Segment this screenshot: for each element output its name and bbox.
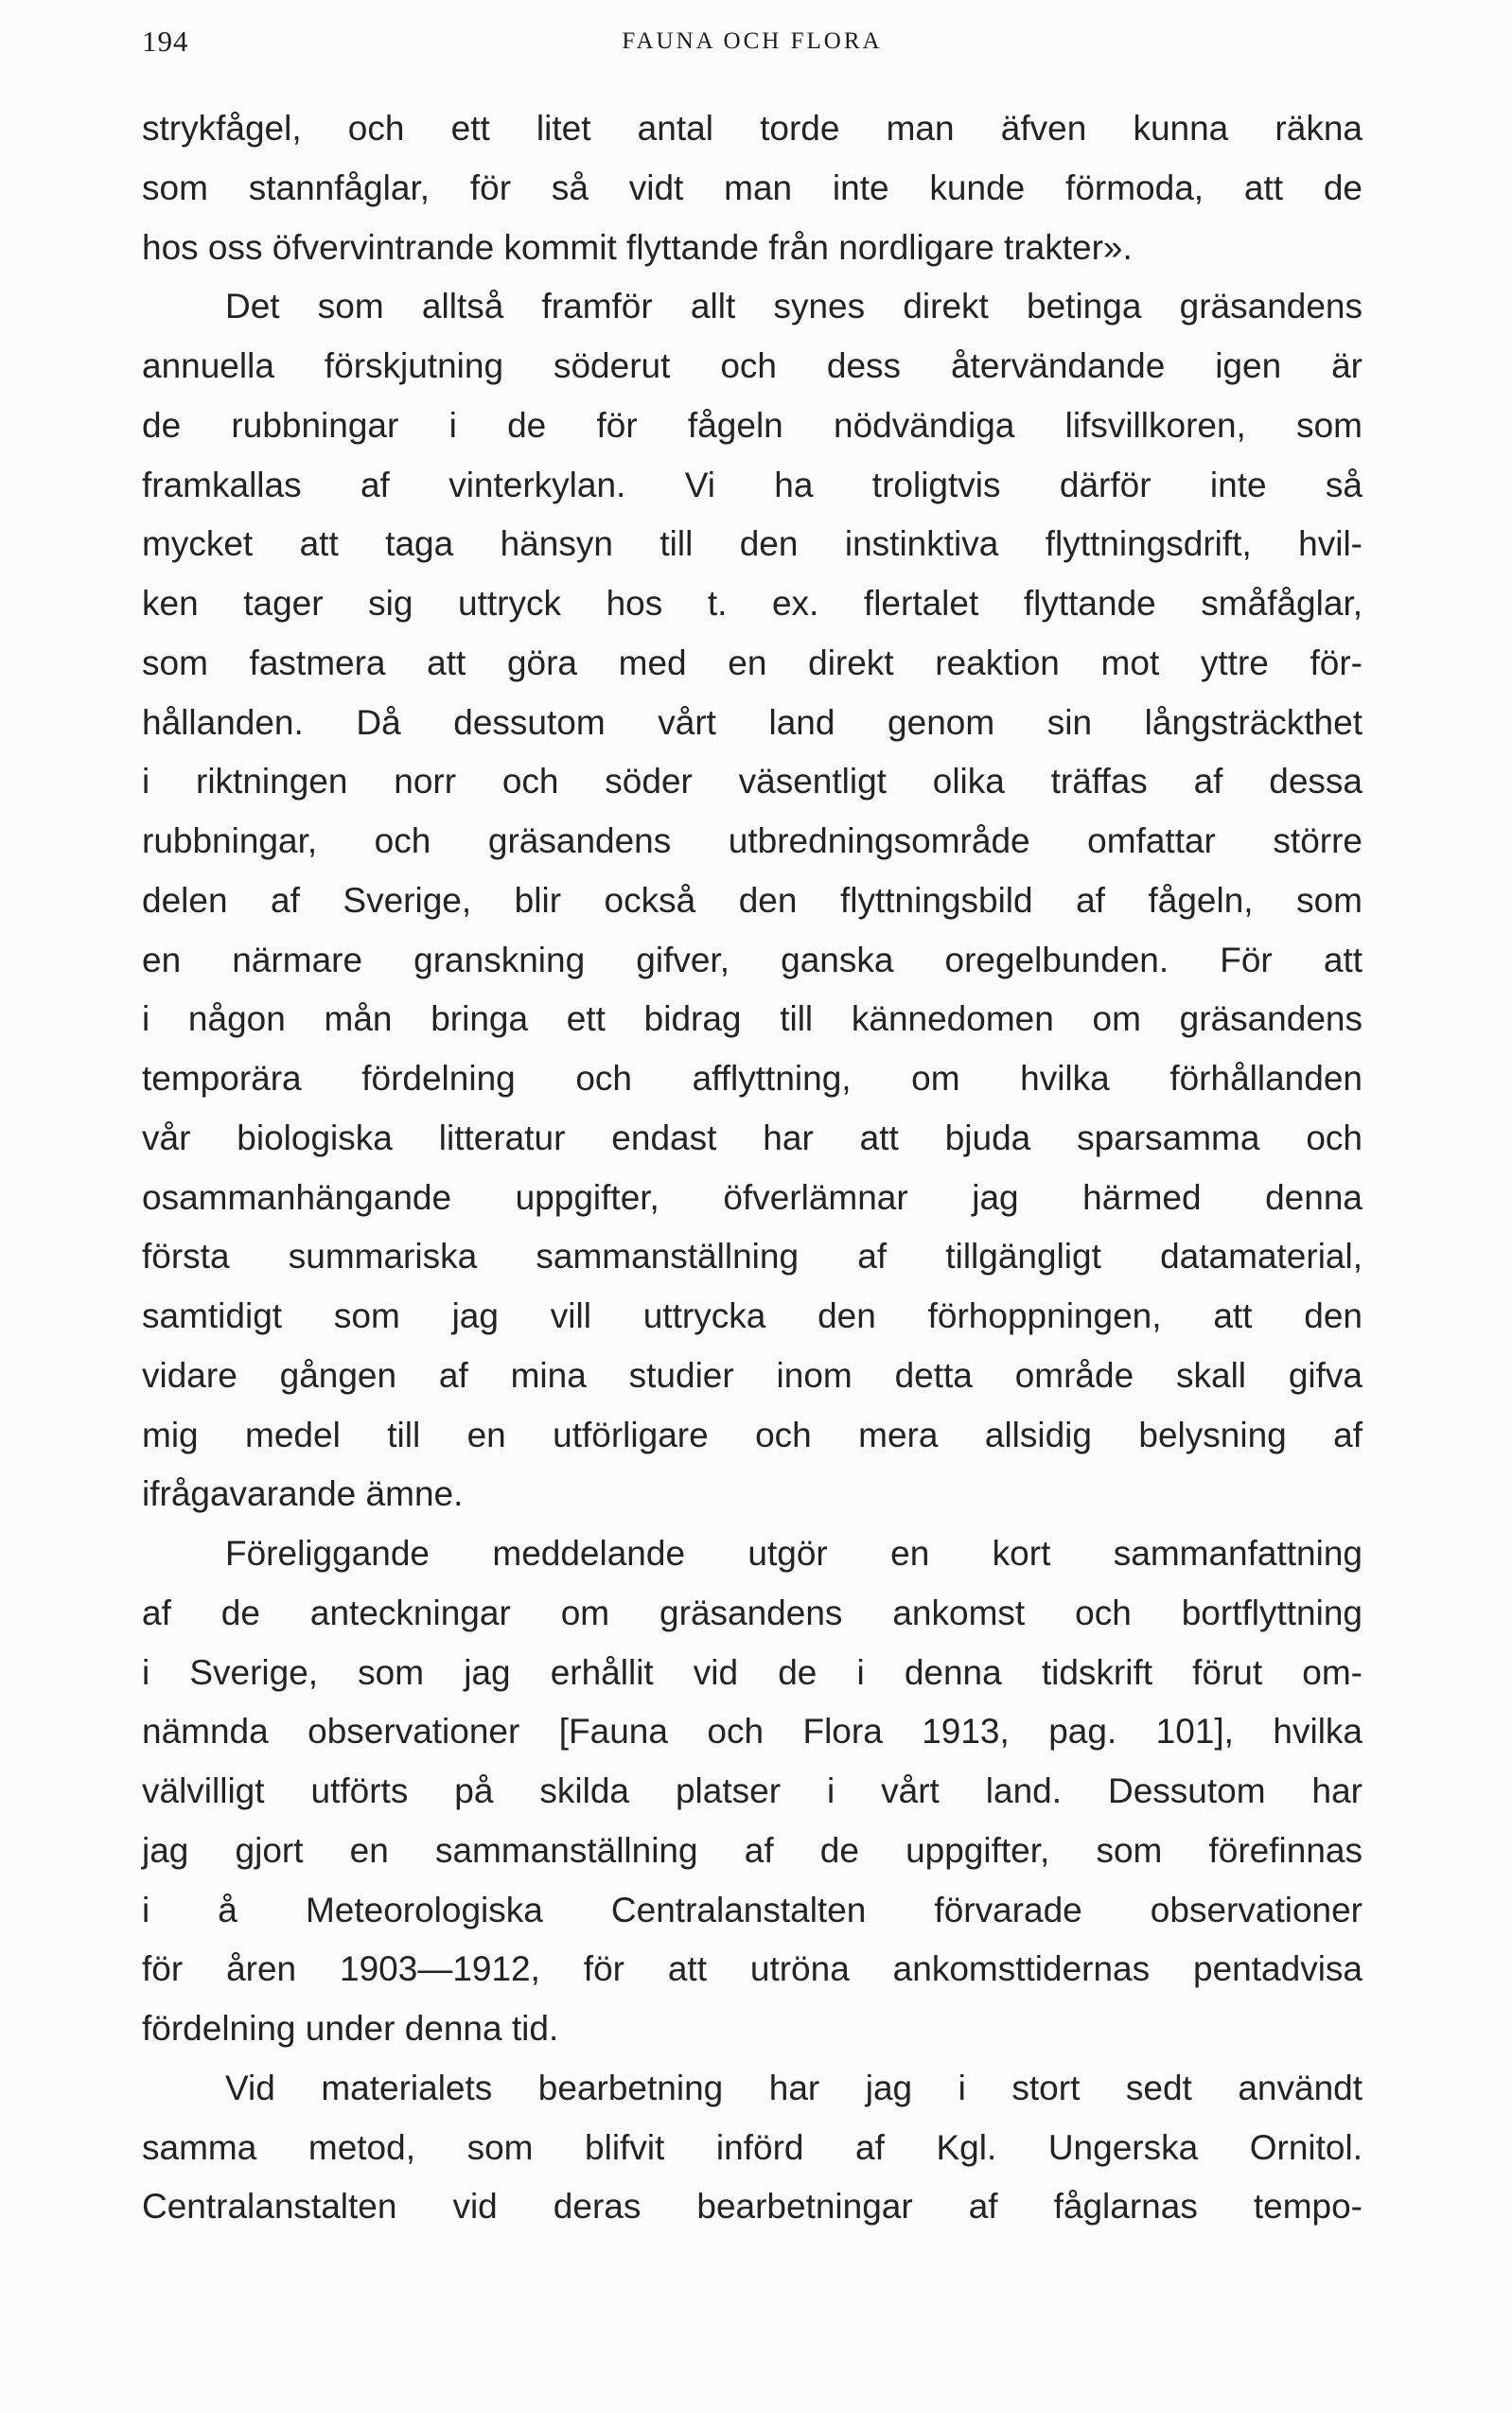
paragraph — [142, 99, 1363, 277]
text-line: i riktningen norr och söder väsentligt olika träffas af dessa — [142, 762, 1363, 801]
text-line: Det som alltså framför allt synes direkt betinga gräsandens — [225, 287, 1363, 326]
text-line: rubbningar, och gräsandens utbredningsområde omfattar större — [142, 821, 1363, 860]
text-line: temporära fördelning och afflyttning, om hvilka förhållanden — [142, 1059, 1363, 1098]
text-line: i å Meteorologiska Centralanstalten förvarade observationer — [142, 1890, 1363, 1929]
text-line: nämnda observationer [Fauna och Flora 1913, pag. 101], hvilka — [142, 1712, 1363, 1752]
text-line: mig medel till en utförligare och mera allsidig belysning af — [142, 1415, 1363, 1454]
text-line: framkallas af vinterkylan. Vi ha troligtvis därför inte så — [142, 465, 1363, 504]
running-head — [142, 25, 1363, 62]
text-line: delen af Sverige, blir också den flyttningsbild af fågeln, som — [142, 880, 1363, 920]
paragraph — [142, 277, 1363, 1524]
text-body — [142, 99, 1363, 2237]
text-line: vår biologiska litteratur endast har att bjuda sparsamma och — [142, 1118, 1363, 1157]
text-line: som fastmera att göra med en direkt reaktion mot yttre för- — [142, 643, 1363, 682]
text-line: jag gjort en sammanställning af de uppgifter, som förefinnas — [142, 1830, 1363, 1870]
text-line: första summariska sammanställning af tillgängligt datamaterial, — [142, 1237, 1363, 1277]
text-line: Vid materialets bearbetning har jag i stort sedt användt — [225, 2068, 1363, 2107]
text-line: samtidigt som jag vill uttrycka den förhoppningen, att den — [142, 1296, 1363, 1335]
text-line: ken tager sig uttryck hos t. ex. flertalet flyttande småfåglar, — [142, 584, 1363, 623]
text-line: i Sverige, som jag erhållit vid de i denna tidskrift förut om- — [142, 1652, 1363, 1692]
text-line: en närmare granskning gifver, ganska oregelbunden. För att — [142, 940, 1363, 979]
text-line: Föreliggande meddelande utgör en kort sammanfattning — [225, 1534, 1363, 1573]
text-line: Centralanstalten vid deras bearbetningar af fåglarnas tempo- — [142, 2187, 1363, 2227]
text-line: af de anteckningar om gräsandens ankomst och bortflyttning — [142, 1593, 1363, 1632]
text-line: hos oss öfvervintrande kommit flyttande från nordligare trakter». — [142, 227, 1133, 267]
text-line: strykfågel, och ett litet antal torde man äfven kunna räkna — [142, 109, 1363, 148]
text-line: osammanhängande uppgifter, öfverlämnar jag härmed denna — [142, 1177, 1363, 1217]
text-line: hållanden. Då dessutom vårt land genom sin långsträckthet — [142, 702, 1363, 742]
page-number: 194 — [142, 25, 189, 58]
text-line: de rubbningar i de för fågeln nödvändiga lifsvillkoren, som — [142, 405, 1363, 445]
text-line: fördelning under denna tid. — [142, 2009, 559, 2048]
paragraph — [142, 1524, 1363, 2059]
paragraph — [142, 2059, 1363, 2237]
text-line: välvilligt utförts på skilda platser i vårt land. Dessutom har — [142, 1771, 1363, 1810]
text-line: mycket att taga hänsyn till den instinktiva flyttningsdrift, hvil- — [142, 524, 1363, 564]
text-line: vidare gången af mina studier inom detta område skall gifva — [142, 1355, 1363, 1395]
text-line: som stannfåglar, för så vidt man inte kunde förmoda, att de — [142, 167, 1363, 207]
running-title: FAUNA OCH FLORA — [622, 28, 883, 54]
text-line: för åren 1903—1912, för att utröna ankomsttidernas pentadvisa — [142, 1949, 1363, 1989]
text-line: annuella förskjutning söderut och dess återvändande igen är — [142, 346, 1363, 385]
text-line: ifrågavarande ämne. — [142, 1474, 464, 1514]
text-line: i någon mån bringa ett bidrag till kännedomen om gräsandens — [142, 999, 1363, 1039]
text-line: samma metod, som blifvit införd af Kgl. Ungerska Ornitol. — [142, 2127, 1363, 2167]
